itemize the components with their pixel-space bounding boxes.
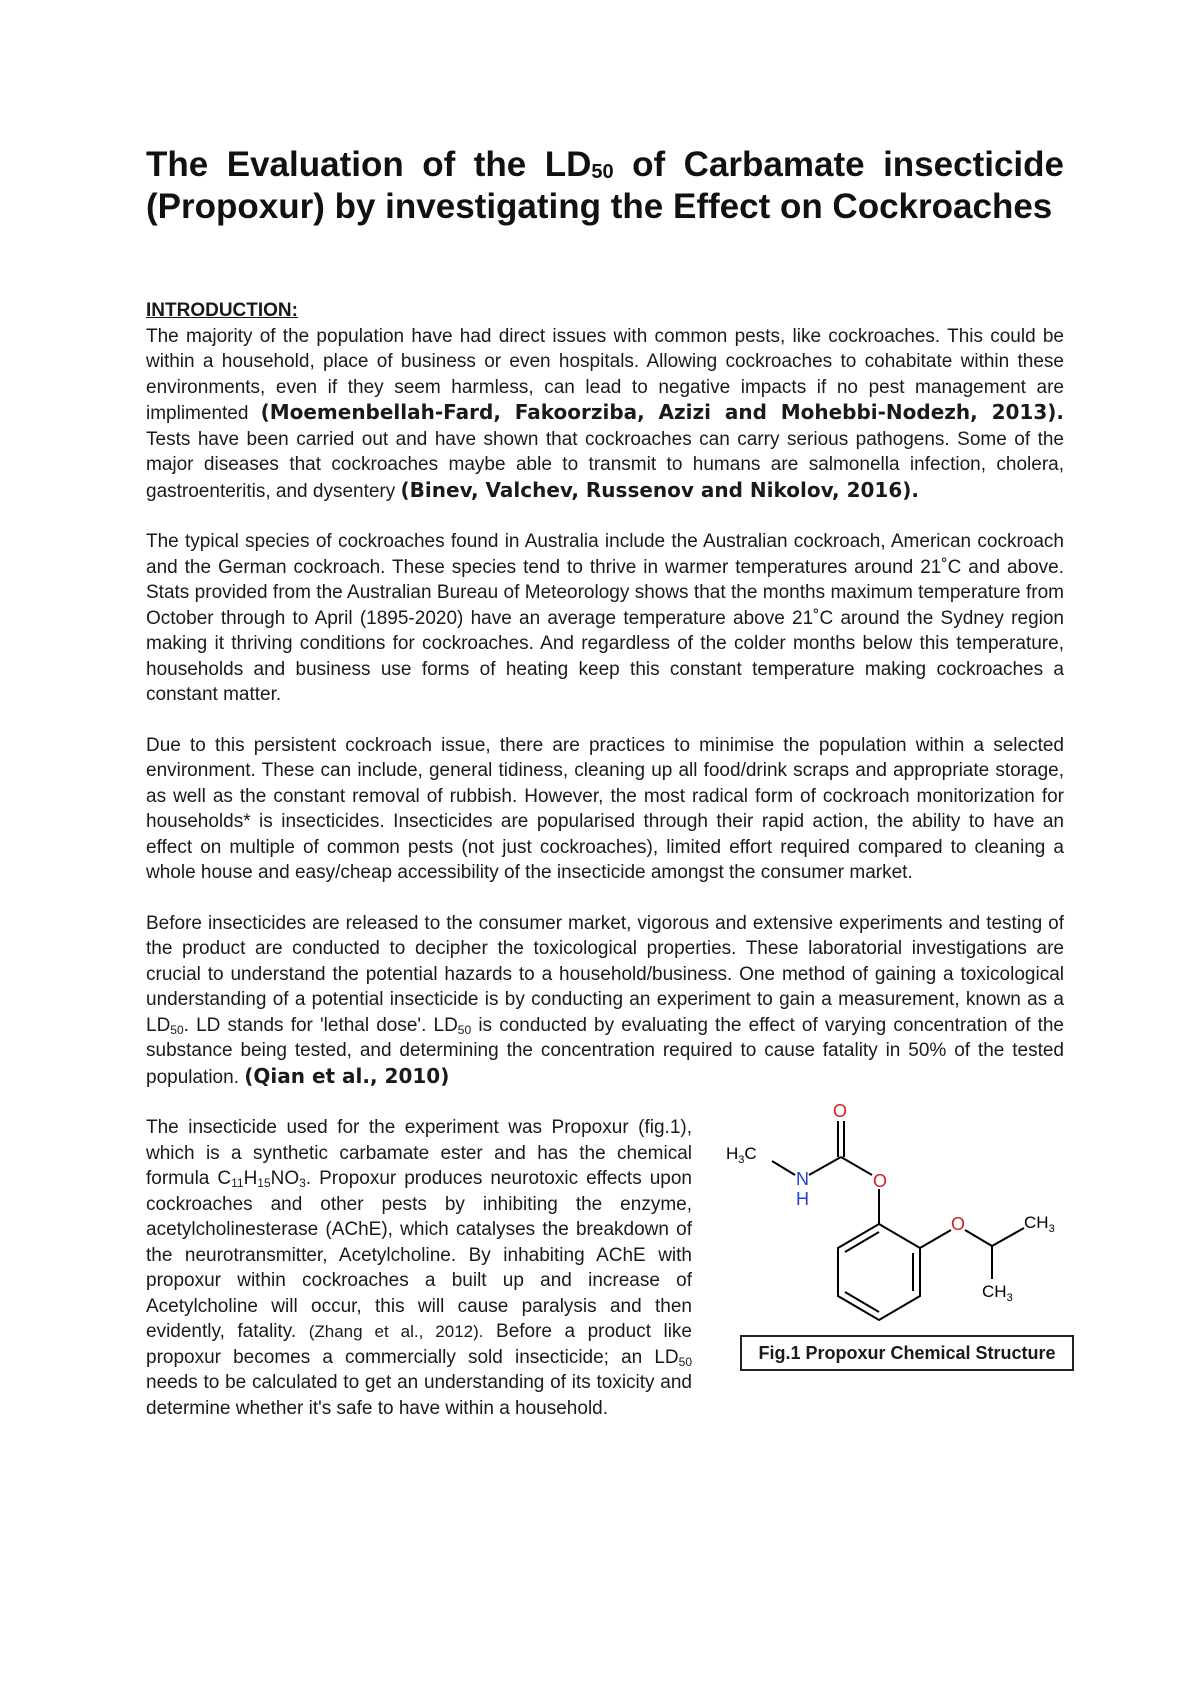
atom-ch3-right: $CH_3$ xyxy=(1024,1213,1055,1235)
citation-binev: (Binev, Valchev, Russenov and Nikolov, 2016). xyxy=(400,477,919,502)
atom-o-ether: O xyxy=(951,1214,966,1234)
p5-sub-c: 11 xyxy=(231,1176,244,1190)
bond-c-oester xyxy=(841,1157,872,1175)
p1-text1: The majority of the population have had direct issues with common pests, like cockroaches. This could be within a household, place of business or even hospitals. Allowing cockroaches to cohabitate within these environments, even if they seem harmless, can lead to negative impacts if no pest management are implimented xyxy=(146,325,1064,424)
bond-c-n xyxy=(809,1157,841,1175)
p5-text3: . Propoxur produces neurotoxic effects upon cockroaches and other pests by inhibiting the enzyme, acetylcholinesterase (AChE), which catalyses the breakdown of the neurotransmitter, Acetylcholine. By inhabiting AChE with propoxur within cockroaches a built up and increase of Acetylcholine will occur, this will cause paralysis and then evidently, fatality. xyxy=(146,1168,692,1342)
figure-caption: Fig.1 Propoxur Chemical Structure xyxy=(740,1335,1074,1371)
p5-text-h: H xyxy=(243,1168,258,1189)
atom-h: H xyxy=(796,1189,809,1209)
p5-sub-ld: 50 xyxy=(678,1354,692,1369)
title-subscript: 50 xyxy=(591,161,614,183)
p4-sub2: 50 xyxy=(457,1022,472,1037)
atom-ch3-bottom: $CH_3$ xyxy=(982,1282,1013,1304)
paragraph-1 xyxy=(146,324,1064,505)
document-title xyxy=(146,144,1064,228)
p5-text2: NO xyxy=(270,1168,300,1189)
citation-moemenbellah: (Moemenbellah-Fard, Fakoorziba, Azizi and Mohebbi-Nodezh, 2013). xyxy=(260,400,1064,424)
p5-sub-h: 15 xyxy=(257,1176,271,1190)
citation-zhang: (Zhang et al., 2012). xyxy=(308,1322,484,1341)
paragraph-3: Due to this persistent cockroach issue, there are practices to minimise the population within a selected environment. These can include, general tidiness, cleaning up all food/drink scraps and appropriate storage, as well as the constant removal of rubbish. However, the most radical form of cockroach monitorization for households* is insecticides. Insecticides are popularised through their rapid action, the ability to have an effect on multiple of common pests (not just cockroaches), limited effort required compared to cleaning a whole house and easy/cheap accessibility of the insecticide amongst the consumer market. xyxy=(146,734,1064,883)
atom-o-carbonyl: O xyxy=(833,1101,848,1121)
atom-o-ester: O xyxy=(873,1171,888,1191)
p5-text5: needs to be calculated to get an understanding of its toxicity and determine whether it's safe to have within a household. xyxy=(146,1372,692,1419)
p4-sub1: 50 xyxy=(170,1022,184,1037)
paragraph-5-block xyxy=(146,1101,1064,1421)
bond-ch-ch3-right xyxy=(992,1228,1024,1246)
propoxur-figure xyxy=(706,1087,1074,1377)
introduction-heading: INTRODUCTION: xyxy=(146,300,298,321)
document-body xyxy=(146,298,1064,1446)
p1-text2: Tests have been carried out and have shown that cockroaches can carry serious pathogens. Some of the major diseases that cockroaches maybe able to transmit to humans are salmonella infection, cholera, gastroenteritis, and dysentery xyxy=(146,428,1064,502)
title-part1: The Evaluation of the LD xyxy=(146,145,592,184)
bond-oether-ch xyxy=(965,1230,992,1246)
benzene-ring xyxy=(838,1224,920,1320)
paragraph-2: The typical species of cockroaches found in Australia include the Australian cockroach, American cockroach and the German cockroach. These species tend to thrive in warmer temperatures around 21˚C and above. Stats provided from the Australian Bureau of Meteorology shows that the months maximum temperature from October through to April (1895-2020) have an average temperature above 21˚C around the Sydney region making it thriving conditions for cockroaches. And regardless of the colder months below this temperature, households and business use forms of heating keep this constant temperature making cockroaches a constant matter. xyxy=(146,531,1064,705)
bond-ring-oether xyxy=(920,1230,951,1248)
p4-text3: is conducted by evaluating the effect of varying concentration of the substance being tested, and determining the concentration required to cause fatality in 50% of the tested population. xyxy=(146,1014,1064,1088)
paragraph-4 xyxy=(146,911,1064,1091)
citation-qian: (Qian et al., 2010) xyxy=(244,1063,450,1088)
title-part2: of Carbamate insecticide (Propoxur) by investigating the Effect on Cockroaches xyxy=(146,145,1064,226)
atom-h3c: $H_3C$ xyxy=(726,1144,757,1166)
p5-sub-o: 3 xyxy=(299,1176,306,1190)
bond-n-ch3 xyxy=(772,1161,795,1175)
p4-text2: . LD stands for 'lethal dose'. LD xyxy=(183,1014,458,1036)
p5-text4: Before a product like propoxur becomes a commercially sold insecticide; an LD xyxy=(146,1321,693,1368)
atom-n: N xyxy=(796,1169,809,1189)
p4-text1: Before insecticides are released to the consumer market, vigorous and extensive experiments and testing of the product are conducted to decipher the toxicological properties. These laboratorial investigations are crucial to understand the potential hazards to a household/business. One method of gaining a toxicological understanding of a potential insecticide is by conducting an experiment to gain a measurement, known as a LD xyxy=(146,912,1064,1036)
propoxur-structure-diagram xyxy=(706,1087,1074,1337)
p5-text1: The insecticide used for the experiment was Propoxur (fig.1), which is a synthetic carbamate ester and has the chemical formula C xyxy=(146,1117,692,1189)
